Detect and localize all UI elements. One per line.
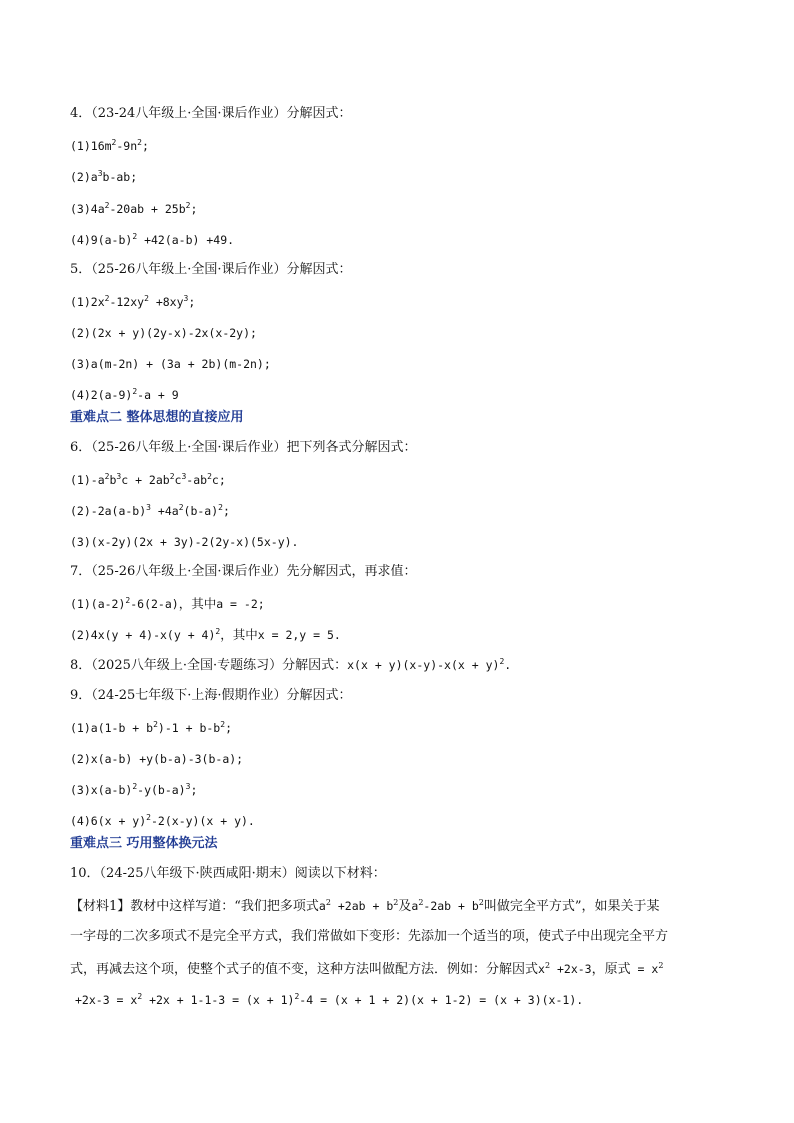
q7-item-2: $(2)4x(y + 4)-x(y + 4)^2$，其中x = 2,y = 5. xyxy=(70,627,341,642)
q6-item-1: $(1)-a^2b^3c + 2ab^2c^3-ab^2c$; xyxy=(70,472,226,487)
q10-paragraph-line-1: 【材料1】教材中这样写道：“我们把多项式$a^2 +2ab + b^2$及$a^2-2ab + b^2$叫做完全平方式”，如果关于某 xyxy=(70,898,660,914)
q8-expression: $x(x + y)(x-y)-x(x + y)^2$. xyxy=(347,657,512,672)
q4-item-2: $(2)a^3b-ab$; xyxy=(70,169,138,184)
q7-item-1: $(1)(a-2)^2-6(2-a)$，其中a = -2; xyxy=(70,596,265,611)
q9-item-4: $(4)6(x + y)^2-2(x-y)(x + y)$. xyxy=(70,813,255,828)
q9-item-3: $(3)x(a-b)^2-y(b-a)^3$; xyxy=(70,782,198,797)
q9-item-1: $(1)a(1-b + b^2)-1 + b-b^2$; xyxy=(70,720,232,735)
q4-stem: 4．（23-24八年级上·全国·课后作业）分解因式： xyxy=(70,106,352,121)
q4-item-3: $(3)4a^2-20ab + 25b^2$; xyxy=(70,201,198,216)
q4-item-4: $(4)9(a-b)^2 +42(a-b) +49$. xyxy=(70,232,235,247)
q4-item-1: $(1)16m^2-9n^2$; xyxy=(70,138,149,153)
q5-item-1: $(1)2x^2-12xy^2 +8xy^3$; xyxy=(70,294,196,309)
q9-stem: 9．（24-25七年级下·上海·假期作业）分解因式： xyxy=(70,688,352,703)
q10-paragraph-line-4: $+2x-3 = x^2 +2x + 1-1-3 = (x + 1)^2-4 = (x + 1 + 2)(x + 1-2) = (x + 3)(x-1)$. xyxy=(75,992,584,1007)
q6-item-3: (3)(x-2y)(2x + 3y)-2(2y-x)(5x-y). xyxy=(70,535,299,549)
q5-item-2: (2)(2x + y)(2y-x)-2x(x-2y); xyxy=(70,326,257,340)
q7-stem: 7．（25-26八年级上·全国·课后作业）先分解因式，再求值： xyxy=(70,564,417,579)
q5-item-4: $(4)2(a-9)^2-a + 9$ xyxy=(70,387,179,402)
q6-item-2: $(2)-2a(a-b)^3 +4a^2(b-a)^2$; xyxy=(70,503,230,518)
q10-stem: 10．（24-25八年级下·陕西咸阳·期末）阅读以下材料： xyxy=(70,866,386,881)
q5-item-3: (3)a(m-2n) + (3a + 2b)(m-2n); xyxy=(70,357,271,371)
q10-paragraph-line-2: 一字母的二次多项式不是完全平方式，我们常做如下变形：先添加一个适当的项，使式子中出现完全平方 xyxy=(70,929,669,944)
section-heading-3: 重难点三 巧用整体换元法 xyxy=(70,836,218,851)
q8-stem: 8．（2025八年级上·全国·专题练习）分解因式： xyxy=(70,658,348,673)
q5-stem: 5．（25-26八年级上·全国·课后作业）分解因式： xyxy=(70,262,352,277)
section-heading-2: 重难点二 整体思想的直接应用 xyxy=(70,410,244,425)
q8-line xyxy=(70,657,511,674)
q10-paragraph-line-3: 式，再减去这个项，使整个式子的值不变，这种方法叫做配方法．例如：分解因式$x^2 +2x-3$，原式 = $x^2$ xyxy=(70,961,664,977)
q6-stem: 6．（25-26八年级上·全国·课后作业）把下列各式分解因式： xyxy=(70,440,417,455)
q9-item-2: (2)x(a-b) +y(b-a)-3(b-a); xyxy=(70,752,244,766)
